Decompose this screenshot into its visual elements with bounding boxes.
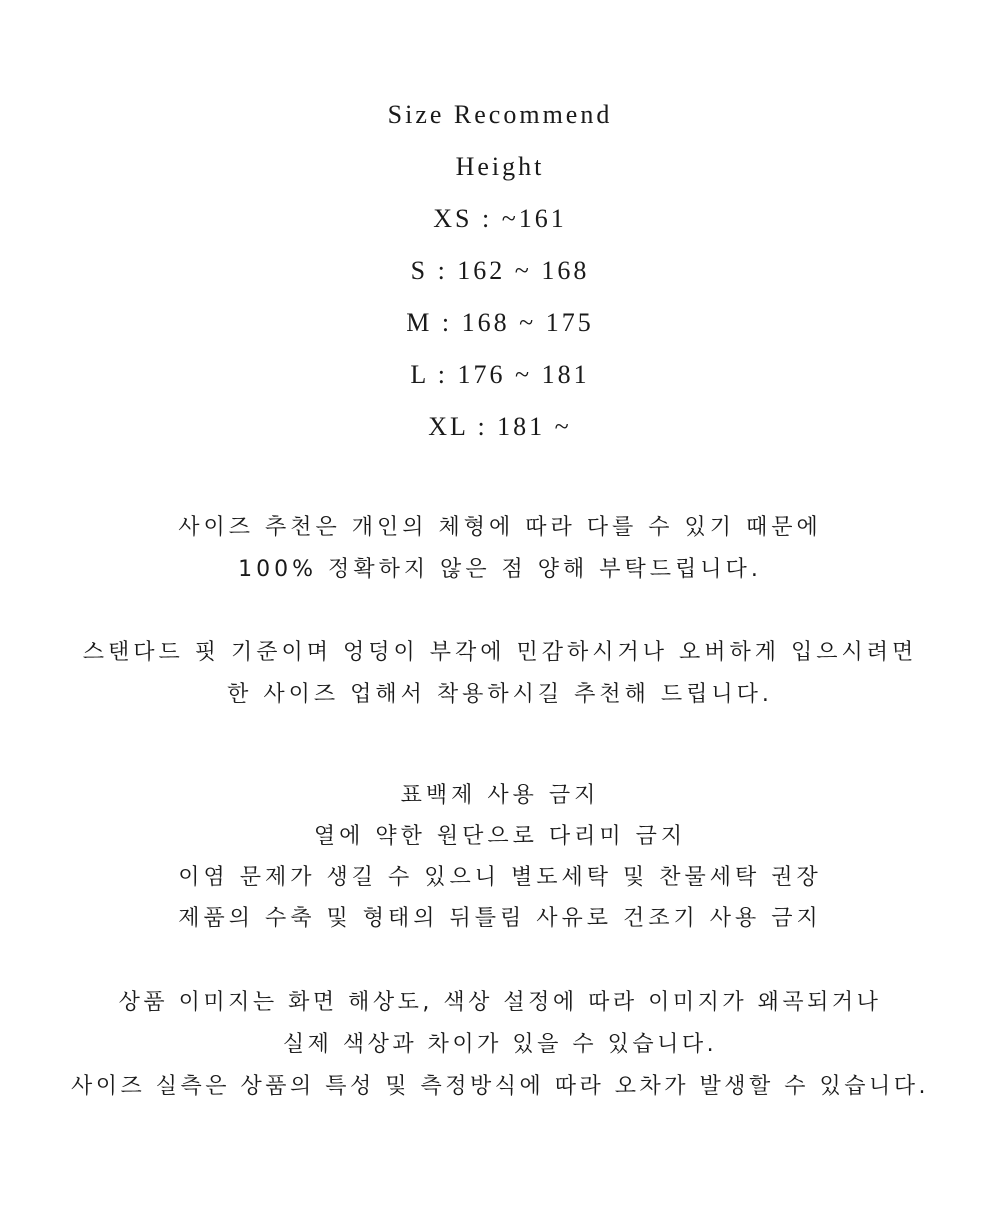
image-notice-line: 실제 색상과 차이가 있을 수 있습니다. (282, 1032, 718, 1057)
size-recommend-section (0, 93, 1000, 457)
accuracy-notice (0, 507, 1000, 591)
accuracy-notice-line: 100% 정확하지 않은 점 양해 부탁드립니다. (238, 557, 762, 582)
accuracy-notice-line: 사이즈 추천은 개인의 체형에 따라 다를 수 있기 때문에 (178, 515, 822, 540)
care-instruction-line: 제품의 수축 및 형태의 뒤틀림 사유로 건조기 사용 금지 (178, 906, 822, 931)
image-notice-line: 상품 이미지는 화면 해상도, 색상 설정에 따라 이미지가 왜곡되거나 (118, 990, 882, 1015)
size-row-l: L : 176 ~ 181 (410, 360, 590, 389)
care-instructions (0, 775, 1000, 939)
fit-notice (0, 632, 1000, 716)
size-row-s: S : 162 ~ 168 (410, 256, 590, 285)
size-recommend-subtitle: Height (455, 152, 545, 181)
fit-notice-line: 한 사이즈 업해서 착용하시길 추천해 드립니다. (227, 682, 773, 707)
size-row-m: M : 168 ~ 175 (406, 308, 594, 337)
care-instruction-line: 이염 문제가 생길 수 있으니 별도세탁 및 찬물세탁 권장 (178, 865, 822, 890)
fit-notice-line: 스탠다드 핏 기준이며 엉덩이 부각에 민감하시거나 오버하게 입으시려면 (82, 640, 918, 665)
care-instruction-line: 표백제 사용 금지 (400, 783, 600, 808)
image-notice (0, 982, 1000, 1108)
image-notice-line: 사이즈 실측은 상품의 특성 및 측정방식에 따라 오차가 발생할 수 있습니다. (71, 1074, 929, 1099)
care-instruction-line: 열에 약한 원단으로 다리미 금지 (313, 824, 687, 849)
size-recommend-title: Size Recommend (387, 100, 613, 129)
size-row-xl: XL : 181 ~ (428, 412, 572, 441)
size-row-xs: XS : ~161 (433, 204, 567, 233)
